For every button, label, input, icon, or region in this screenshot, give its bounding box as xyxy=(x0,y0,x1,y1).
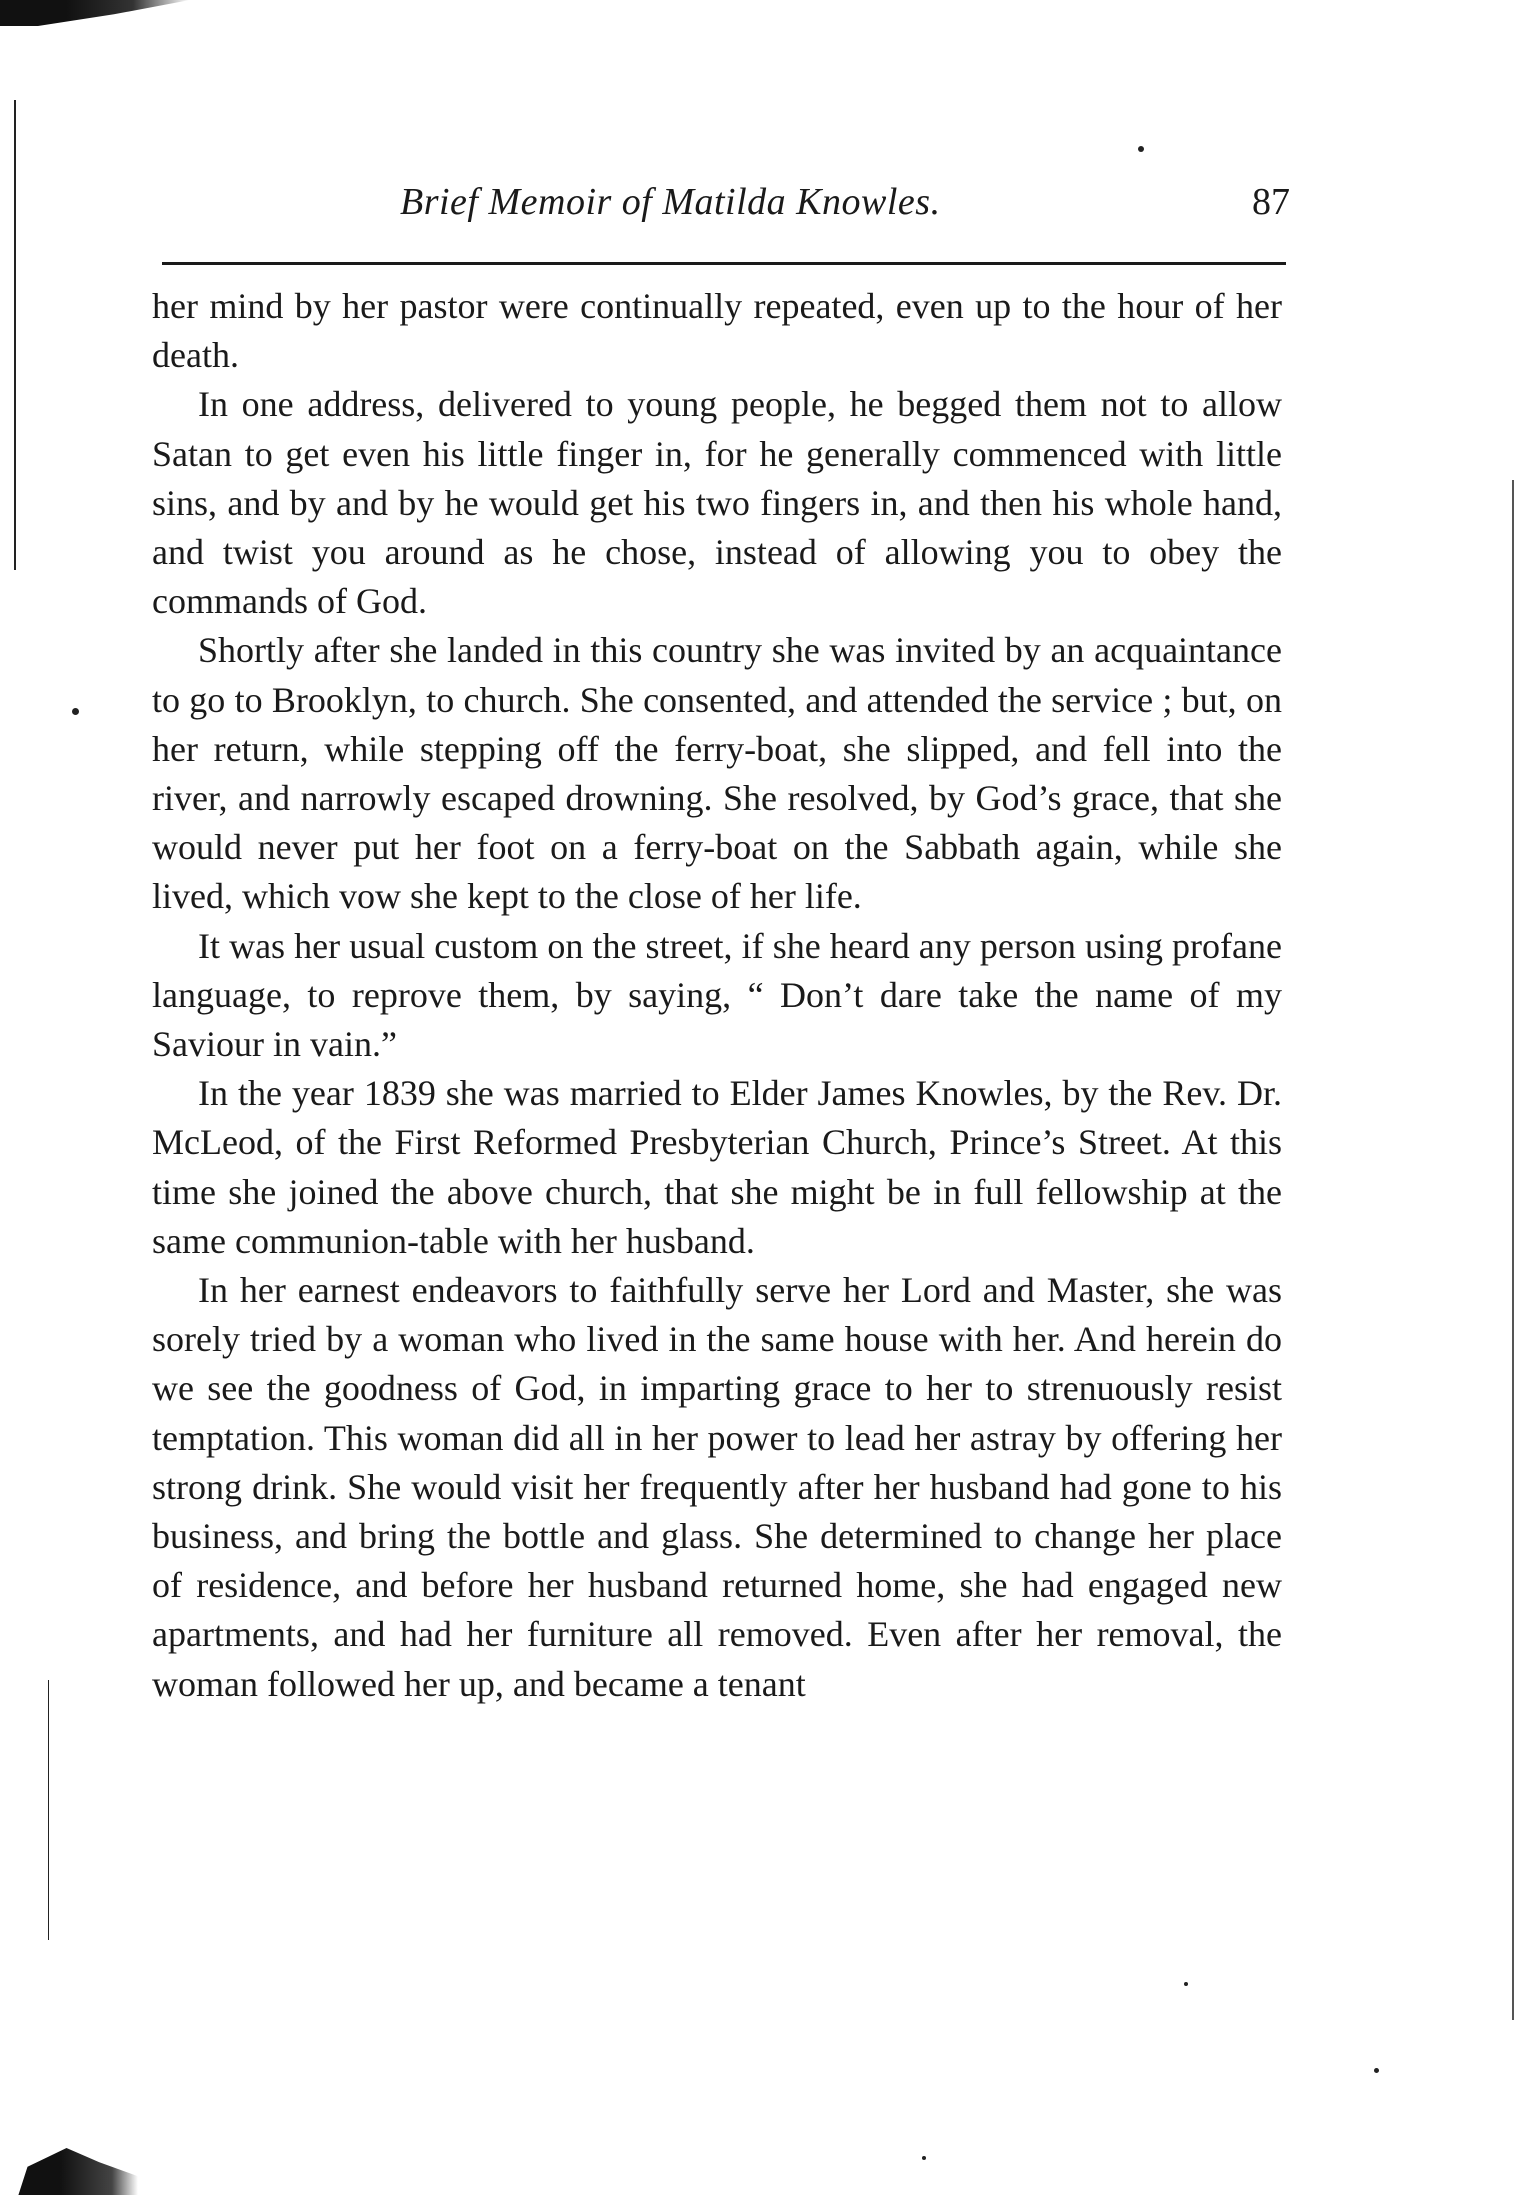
scan-edge-line-left-lower xyxy=(48,1680,49,1940)
scan-speck xyxy=(1184,1982,1188,1986)
body-text xyxy=(152,282,1282,1709)
header-rule xyxy=(162,262,1286,265)
page-header xyxy=(160,180,1290,240)
scan-edge-line-right xyxy=(1512,480,1514,2020)
paragraph: It was her usual custom on the street, if she heard any person using profane language, to reprove them, by saying, “ Don’t dare take the name of my Saviour in vain.” xyxy=(152,925,1282,1065)
scan-speck xyxy=(1138,146,1144,152)
paragraph: her mind by her pastor were continually repeated, even up to the hour of her death. xyxy=(152,286,1282,376)
scan-blot-bottom xyxy=(8,2148,138,2195)
paragraph: In her earnest endeavors to faithfully serve her Lord and Master, she was sorely tried by a woman who lived in the same house with her. And herein do we see the goodness of God, in imparting grace to her to strenuously resist temptation. This woman did all in her power to lead her astray by offering her strong drink. She would visit her frequently after her husband had gone to his business, and bring the bottle and glass. She determined to change her place of residence, and before her husband returned home, she had engaged new apartments, and had her furniture all removed. Even after her removal, the woman followed her up, and became a tenant xyxy=(152,1270,1282,1704)
scan-speck xyxy=(72,708,79,715)
scan-blot-top xyxy=(0,0,190,26)
paragraph: In the year 1839 she was married to Elder James Knowles, by the Rev. Dr. McLeod, of the First Reformed Presbyterian Church, Prince’s Street. At this time she joined the above church, that she might be in full fellowship at the same communion-table with her husband. xyxy=(152,1073,1282,1261)
running-title: Brief Memoir of Matilda Knowles. xyxy=(400,181,941,223)
scan-edge-line-left xyxy=(14,100,16,570)
scan-speck xyxy=(1374,2068,1379,2073)
paragraph: Shortly after she landed in this country she was invited by an acquaintance to go to Brooklyn, to church. She consented, and attended the service ; but, on her return, while stepping off the ferry-boat, she slipped, and fell into the river, and narrowly escaped drowning. She resolved, by God’s grace, that she would never put her foot on a ferry-boat on the Sabbath again, while she lived, which vow she kept to the close of her life. xyxy=(152,630,1282,917)
page-number: 87 xyxy=(1252,181,1290,223)
scan-speck xyxy=(922,2156,926,2160)
paragraph: In one address, delivered to young people, he begged them not to allow Satan to get even his little finger in, for he generally commenced with little sins, and by and by he would get his two fingers in, and then his whole hand, and twist you around as he chose, instead of allowing you to obey the commands of God. xyxy=(152,384,1282,622)
